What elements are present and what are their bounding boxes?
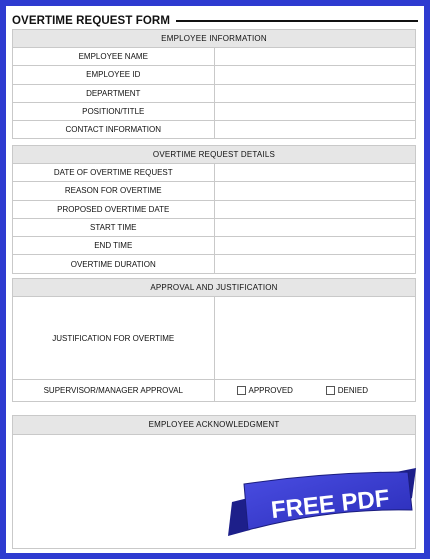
denied-label: DENIED	[337, 386, 368, 395]
field-position-title[interactable]	[214, 102, 416, 120]
field-justification[interactable]	[214, 297, 416, 380]
label-date-of-request: DATE OF OVERTIME REQUEST	[13, 164, 215, 182]
label-reason: REASON FOR OVERTIME	[13, 182, 215, 200]
free-pdf-ribbon	[226, 468, 420, 538]
approved-checkbox[interactable]	[237, 386, 246, 395]
section-heading-overtime-details: OVERTIME REQUEST DETAILS	[13, 146, 416, 164]
overtime-details-table	[12, 145, 416, 274]
field-contact-information[interactable]	[214, 121, 416, 139]
label-overtime-duration: OVERTIME DURATION	[13, 255, 215, 273]
label-justification: JUSTIFICATION FOR OVERTIME	[13, 297, 215, 380]
approval-options	[214, 380, 416, 402]
page-title: OVERTIME REQUEST FORM	[12, 15, 170, 27]
label-start-time: START TIME	[13, 218, 215, 236]
label-employee-name: EMPLOYEE NAME	[13, 48, 215, 66]
label-employee-id: EMPLOYEE ID	[13, 66, 215, 84]
title-row	[12, 13, 418, 29]
approval-table	[12, 278, 416, 402]
section-heading-employee-information: EMPLOYEE INFORMATION	[13, 30, 416, 48]
denied-checkbox[interactable]	[326, 386, 335, 395]
denied-option[interactable]	[326, 386, 415, 395]
employee-information-table	[12, 29, 416, 139]
section-heading-acknowledgment: EMPLOYEE ACKNOWLEDGMENT	[13, 416, 415, 435]
field-start-time[interactable]	[214, 218, 416, 236]
field-employee-name[interactable]	[214, 48, 416, 66]
section-heading-approval: APPROVAL AND JUSTIFICATION	[13, 279, 416, 297]
free-pdf-label: FREE PDF	[269, 484, 391, 525]
field-end-time[interactable]	[214, 237, 416, 255]
title-underline	[176, 20, 418, 22]
field-reason[interactable]	[214, 182, 416, 200]
approved-option[interactable]	[237, 386, 326, 395]
approved-label: APPROVED	[248, 386, 293, 395]
field-department[interactable]	[214, 84, 416, 102]
label-position-title: POSITION/TITLE	[13, 102, 215, 120]
label-end-time: END TIME	[13, 237, 215, 255]
field-employee-id[interactable]	[214, 66, 416, 84]
field-proposed-date[interactable]	[214, 200, 416, 218]
label-proposed-date: PROPOSED OVERTIME DATE	[13, 200, 215, 218]
label-contact-information: CONTACT INFORMATION	[13, 121, 215, 139]
field-overtime-duration[interactable]	[214, 255, 416, 273]
label-department: DEPARTMENT	[13, 84, 215, 102]
label-supervisor-approval: SUPERVISOR/MANAGER APPROVAL	[13, 380, 215, 402]
field-date-of-request[interactable]	[214, 164, 416, 182]
